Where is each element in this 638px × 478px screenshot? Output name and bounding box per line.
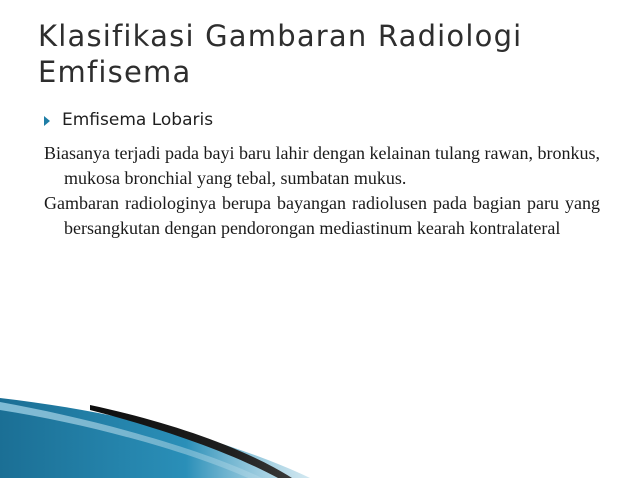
paragraph-2: Gambaran radiologinya berupa bayangan radiolusen pada bagian paru yang bersangkutan dengan pendorongan mediastinum kearah kontralateral: [44, 193, 600, 238]
paragraph-1: Biasanya terjadi pada bayi baru lahir dengan kelainan tulang rawan, bronkus, mukosa bronchial yang tebal, sumbatan mukus.: [44, 143, 600, 188]
title-line-1: Klasifikasi Gambaran Radiologi: [38, 19, 523, 53]
bullet-label: Emfisema Lobaris: [62, 110, 214, 130]
title-line-2: Emfisema: [38, 55, 192, 89]
